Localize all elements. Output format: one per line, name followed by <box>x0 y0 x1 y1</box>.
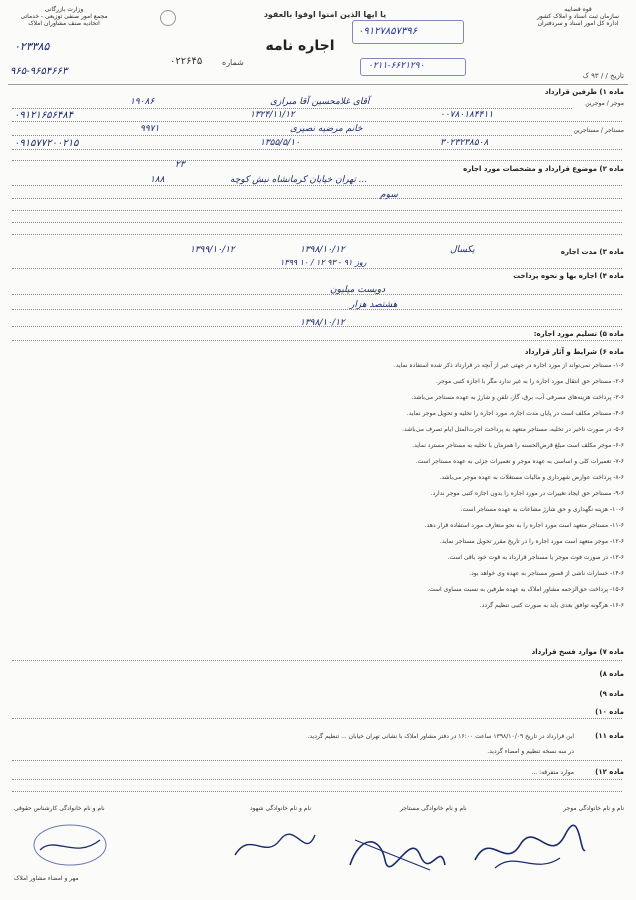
ministry-left-line-1: وزارت بازرگانی <box>44 6 84 13</box>
delivery-line <box>12 340 622 341</box>
s10-line <box>12 718 622 719</box>
clause-line: ۶-۶- موجر مکلف است مبلغ قرض‌الحسنه را همزمان با تخلیه به مستاجر مسترد نماید. <box>412 442 624 449</box>
section-4-heading: ماده ۴) اجاره بها و نحوه پرداخت <box>513 272 624 280</box>
section-9-heading: ماده ۹) <box>599 690 624 698</box>
agency-stamp-label: مهر و امضاء مشاور املاک <box>14 875 79 882</box>
ministry-line-3: اداره کل امور اسناد و سردفتران <box>537 20 619 27</box>
term-extra: ۱۳۹۹ ۱۰ / ۱۲ ۹۳ - ۹۱ روز <box>280 258 367 267</box>
section-8-heading: ماده ۸) <box>599 670 624 678</box>
clause-line: ۱۴-۶- خسارات ناشی از قصور مستاجر به عهده وی خواهد بود. <box>469 570 624 577</box>
lessor-line-2 <box>12 121 622 122</box>
clause-line: ۹-۶- مستاجر حق ایجاد تغییرات در مورد اجاره را بدون اجازه کتبی موجر ندارد. <box>430 490 624 497</box>
section-7-heading: ماده ۷) موارد فسخ قرارداد <box>531 648 624 656</box>
term-to: ۱۳۹۹/۱۰/۱۲ <box>190 245 235 255</box>
lessee-line-2 <box>12 149 622 150</box>
s12-line-2 <box>12 791 622 792</box>
lessor-name: آقای غلامحسین آقا مبرازی <box>270 97 370 107</box>
lessor-national-id: ۰۰۷۸۰۱۸۴۴۱۱ <box>440 110 494 120</box>
lessee-birth: ۱۳۵۵/۵/۱۰ <box>260 138 300 148</box>
bismillah-text: یا ایها الذین امنوا اوفوا بالعقود <box>263 10 387 19</box>
rent-monthly: هشتصد هزار <box>350 300 398 310</box>
date-field: تاریخ / / ۹۳ ک <box>582 72 624 80</box>
property-area: ۱۸۸ <box>150 175 165 185</box>
lessee-national-id: ۳۰۲۳۲۳۸۵۰۸ <box>440 138 489 148</box>
lessor-phone: ۰۹۱۲۱۶۵۶۴۸۴ <box>14 110 74 121</box>
rent-line-3 <box>12 326 622 327</box>
rent-delivery-date: ۱۳۹۸/۱۰/۱۲ <box>300 318 345 328</box>
section-1-heading: ماده ۱) طرفین قرارداد <box>544 88 624 96</box>
lessee-signature <box>340 820 450 880</box>
phone-top: ۰۹۱۲۷۸۵۷۳۹۶ <box>358 26 418 37</box>
serial-label: شماره <box>222 58 244 67</box>
lessee-name: خانم مرضیه نصیری <box>290 124 363 134</box>
property-line-5 <box>12 234 622 235</box>
rent-line-2 <box>12 309 622 310</box>
property-line-4 <box>12 222 622 223</box>
clause-line: ۳-۶- پرداخت هزینه‌های مصرفی آب، برق، گاز، تلفن و شارژ به عهده مستاجر می‌باشد. <box>411 394 624 401</box>
lessee-id: ۹۹۷۱ <box>140 124 160 134</box>
lessee-label: مستاجر / مستاجرین <box>573 127 624 134</box>
lessor-label: موجر / موجرین <box>585 100 624 107</box>
s12-line-1 <box>12 779 622 780</box>
lessor-id: ۱۹۰۸۶ <box>130 97 155 107</box>
lessor-line <box>12 108 572 109</box>
property-line-3 <box>12 210 622 211</box>
emblem-icon <box>160 10 176 26</box>
clause-line: ۱۲-۶- موجر متعهد است مورد اجاره را در تاریخ مقرر تحویل مستاجر نماید. <box>439 538 624 545</box>
clause-line: ۱۶-۶- هرگونه توافق بعدی باید به صورت کتبی تنظیم گردد. <box>479 602 624 609</box>
term-from: ۱۳۹۸/۱۰/۱۲ <box>300 245 345 255</box>
left-code: ۰۲۳۳۸۵ <box>14 40 50 53</box>
term-line <box>12 268 622 269</box>
ministry-left-line-3: اتحادیه صنف مشاوران املاک <box>28 20 100 27</box>
witness-signature <box>230 820 320 870</box>
property-plate: ۲۳ <box>175 160 185 170</box>
phone-second: ۰۲۱۱-۶۶۲۱۲۹۰ <box>368 61 425 71</box>
document-title: اجاره نامه <box>265 38 335 54</box>
s7-line <box>12 660 622 661</box>
section-2-heading: ماده ۲) موضوع قرارداد و مشخصات مورد اجاره <box>463 165 624 173</box>
ministry-line-2: سازمان ثبت اسناد و املاک کشور <box>536 13 620 20</box>
copies-text: در سه نسخه تنظیم و امضاء گردید. <box>487 748 574 755</box>
ministry-block-right <box>528 6 628 27</box>
agent-sign-label: نام و نام خانوادگی کارشناس حقوقی <box>14 805 105 812</box>
section-12-heading: ماده ۱۲) <box>595 768 624 776</box>
property-address: تهران خیابان کرمانشاه نبش کوچه ... <box>230 175 368 185</box>
clause-line: ۱-۶- مستاجر نمی‌تواند از مورد اجاره در جهتی غیر از آنچه در قرارداد ذکر شده استفاده نماید. <box>393 362 624 369</box>
ministry-line-1: قوه قضاییه <box>564 6 592 13</box>
section-6-heading: ماده ۶) شرایط و آثار قرارداد <box>524 348 624 356</box>
agent-line <box>12 160 622 161</box>
clause-line: ۵-۶- در صورت تاخیر در تخلیه، مستاجر متعهد به پرداخت اجرت‌المثل ایام تصرف می‌باشد. <box>402 426 624 433</box>
clause-line: ۱۳-۶- در صورت فوت موجر یا مستاجر قرارداد به قوت خود باقی است. <box>447 554 624 561</box>
property-floor: سوم <box>380 190 398 200</box>
rent-deposit: دویست میلیون <box>330 285 386 295</box>
witness-sign-label: نام و نام خانوادگی شهود <box>250 805 312 812</box>
s11-line <box>12 760 622 761</box>
lessee-line <box>12 135 572 136</box>
property-line-1 <box>12 185 622 186</box>
left-phone: ۹۶۵-۹۶۵۴۶۶۳ <box>10 66 68 77</box>
header-divider <box>8 84 628 85</box>
clause-line: ۱۱-۶- مستاجر متعهد است مورد اجاره را به نحو متعارف مورد استفاده قرار دهد. <box>424 522 624 529</box>
clause-line: ۴-۶- مستاجر مکلف است در پایان مدت اجاره، مورد اجاره را تخلیه و تحویل موجر نماید. <box>406 410 624 417</box>
ministry-left-line-2: مجمع امور صنفی توزیعی - خدماتی <box>20 13 108 20</box>
rent-line-1 <box>12 294 622 295</box>
clause-line: ۷-۶- تعمیرات کلی و اساسی به عهده موجر و تعمیرات جزئی به عهده مستاجر است. <box>415 458 624 465</box>
clause-line: ۱۰-۶- هزینه نگهداری و حق شارژ مشاعات به عهده مستاجر است. <box>460 506 624 513</box>
section-5-heading: ماده ۵) تسلیم مورد اجاره: <box>533 330 624 338</box>
serial-number: ۰۲۲۶۴۵ <box>170 56 203 67</box>
lessor-birth: ۱۳۲۴/۱۱/۱۲ <box>250 110 295 120</box>
lessor-sign-label: نام و نام خانوادگی موجر <box>563 805 624 812</box>
clause-line: ۲-۶- مستاجر حق انتقال مورد اجاره را به غیر ندارد مگر با اجازه کتبی موجر. <box>436 378 624 385</box>
agency-stamp <box>30 820 110 870</box>
term-duration: یکسال <box>450 245 475 255</box>
ministry-block-left <box>4 6 124 27</box>
section-3-heading: ماده ۳) مدت اجاره <box>560 248 624 256</box>
property-line-2 <box>12 198 622 199</box>
section-11-text: این قرارداد در تاریخ ۱۳۹۸/۱۰/۰۹ ساعت ۱۶:۰۰ در دفتر مشاور املاک با نشانی تهران خیابان ... تنظیم گردید. <box>307 733 574 740</box>
lessor-signature <box>470 820 590 880</box>
section-12-text: موارد متفرقه: ... <box>531 769 574 776</box>
clause-line: ۸-۶- پرداخت عوارض شهرداری و مالیات مستغلات به عهده موجر می‌باشد. <box>439 474 624 481</box>
clause-list <box>12 362 624 618</box>
section-10-heading: ماده ۱۰) <box>595 708 624 716</box>
section-11-heading: ماده ۱۱) <box>595 732 624 740</box>
lessee-sign-label: نام و نام خانوادگی مستاجر <box>400 805 467 812</box>
clause-line: ۱۵-۶- پرداخت حق‌الزحمه مشاور املاک به عهده طرفین به نسبت مساوی است. <box>427 586 624 593</box>
lessee-phone: ۰۹۱۵۷۷۲۰۰۲۱۵ <box>14 138 79 149</box>
